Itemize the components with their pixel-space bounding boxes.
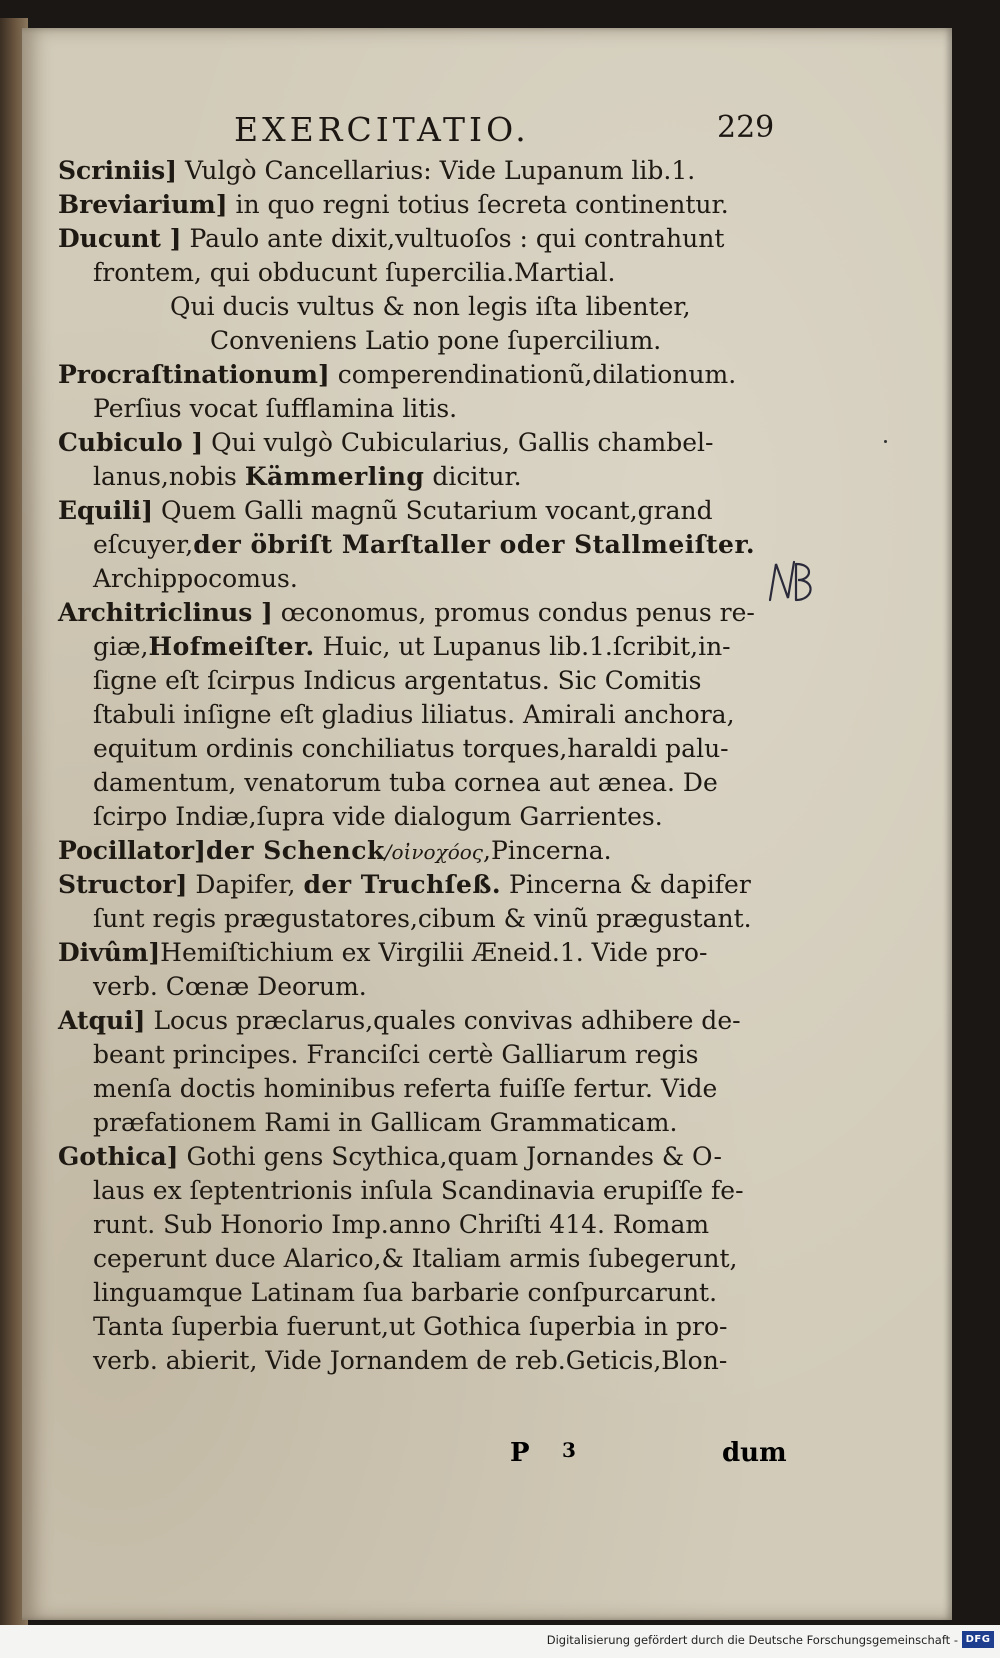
text-line: ſigne eſt ſcirpus Indicus argentatus. Sic Comitis — [93, 666, 702, 695]
text-line: Procraſtinationum] comperendinationũ,dilationum. — [58, 360, 737, 389]
text-line: laus ex ſeptentrionis inſula Scandinavia erupiſſe fe- — [93, 1176, 744, 1205]
text-line: verb. abierit, Vide Jornandem de reb.Geticis,Blon- — [93, 1346, 728, 1375]
text-line: Archippocomus. — [93, 564, 298, 593]
verse-line: Qui ducis vultus & non legis iſta libenter, — [170, 292, 691, 321]
text-line: verb. Cœnæ Deorum. — [93, 972, 367, 1001]
text-line: Cubiculo ] Qui vulgò Cubicularius, Gallis chambel- — [58, 428, 714, 457]
text-line: Scriniis] Vulgò Cancellarius: Vide Lupanum lib.1. — [58, 156, 696, 185]
text-line: Structor] Dapifer, der Truchſeß. Pincerna & dapifer — [58, 870, 751, 899]
lemma: Atqui] — [58, 1006, 146, 1035]
text-line: Atqui] Locus præclarus,quales convivas adhibere de- — [58, 1006, 741, 1035]
dfg-logo: DFG — [962, 1631, 994, 1648]
lemma: Architriclinus ] — [58, 598, 273, 627]
german-gothic-text: Hofmeiſter. — [148, 632, 315, 661]
text-line: ceperunt duce Alarico,& Italiam armis ſubegerunt, — [93, 1244, 738, 1273]
text-line: frontem, qui obducunt ſupercilia.Martial. — [93, 258, 616, 287]
text-line: Gothica] Gothi gens Scythica,quam Jornandes & O- — [58, 1142, 722, 1171]
running-head: EXERCITATIO. — [234, 110, 530, 149]
text-line: ſcirpo Indiæ,ſupra vide dialogum Garrientes. — [93, 802, 663, 831]
lemma: Divûm] — [58, 938, 161, 967]
footer-strip — [0, 1625, 1000, 1658]
text-line: eſcuyer,der öbriſt Marſtaller oder Stallmeiſter. — [93, 530, 756, 559]
german-gothic-text: der Truchſeß. — [303, 870, 502, 899]
text-line: Perſius vocat ſufflamina litis. — [93, 394, 458, 423]
text-line: giæ,Hofmeiſter. Huic, ut Lupanus lib.1.ſcribit,in- — [93, 632, 731, 661]
lemma: Procraſtinationum] — [58, 360, 330, 389]
signature-mark: P — [510, 1438, 530, 1468]
lemma: Pocillator] — [58, 836, 206, 865]
text-line: Architriclinus ] œconomus, promus condus penus re- — [58, 598, 755, 627]
text-line: equitum ordinis conchiliatus torques,haraldi palu- — [93, 734, 729, 763]
text-line: Pocillator]der Schenck/οἰνοχόος,Pincerna. — [58, 836, 612, 865]
text-line: linguamque Latinam ſua barbarie conſpurcarunt. — [93, 1278, 718, 1307]
text-line: runt. Sub Honorio Imp.anno Chriſti 414. Romam — [93, 1210, 710, 1239]
lemma: Structor] — [58, 870, 188, 899]
page-footer — [22, 1438, 952, 1472]
text-line: ſunt regis prægustatores,cibum & vinũ prægustant. — [93, 904, 752, 933]
page-header — [22, 110, 952, 150]
text-line: Tanta ſuperbia fuerunt,ut Gothica ſuperbia in pro- — [93, 1312, 728, 1341]
lemma: Equili] — [58, 496, 154, 525]
digitization-credit: Digitalisierung gefördert durch die Deutsche Forschungsgemeinschaft - — [546, 1633, 958, 1647]
signature-number: 3 — [562, 1438, 576, 1462]
text-line: lanus,nobis Kämmerling dicitur. — [93, 462, 522, 491]
text-line: Equili] Quem Galli magnũ Scutarium vocant,grand — [58, 496, 713, 525]
text-line: Divûm]Hemiſtichium ex Virgilii Æneid.1. Vide pro- — [58, 938, 708, 967]
greek-text: /οἰνοχόος — [384, 840, 484, 864]
lemma: Scriniis] — [58, 156, 178, 185]
german-gothic-text: der Schenck — [205, 836, 385, 865]
text-line: præfationem Rami in Gallicam Grammaticam. — [93, 1108, 678, 1137]
lemma: Cubiculo ] — [58, 428, 204, 457]
text-line: menſa doctis hominibus referta fuiſſe fertur. Vide — [93, 1074, 718, 1103]
catchword: dum — [722, 1438, 787, 1468]
text-line: beant principes. Franciſci certè Galliarum regis — [93, 1040, 699, 1069]
ink-dot — [884, 440, 887, 443]
lemma: Ducunt ] — [58, 224, 182, 253]
verse-line: Conveniens Latio pone ſupercilium. — [210, 326, 662, 355]
margin-annotation-nb — [766, 558, 816, 606]
text-line: Ducunt ] Paulo ante dixit,vultuoſos : qui contrahunt — [58, 224, 725, 253]
book-page — [22, 28, 952, 1620]
lemma: Gothica] — [58, 1142, 179, 1171]
text-line: Breviarium] in quo regni totius ſecreta continentur. — [58, 190, 729, 219]
text-line: ſtabuli inſigne eſt gladius liliatus. Amirali anchora, — [93, 700, 735, 729]
german-gothic-text: Kämmerling — [244, 462, 425, 491]
lemma: Breviarium] — [58, 190, 228, 219]
german-gothic-text: der öbriſt Marſtaller oder Stallmeiſter. — [193, 530, 756, 559]
text-line: damentum, venatorum tuba cornea aut ænea. De — [93, 768, 718, 797]
page-number: 229 — [717, 110, 775, 145]
